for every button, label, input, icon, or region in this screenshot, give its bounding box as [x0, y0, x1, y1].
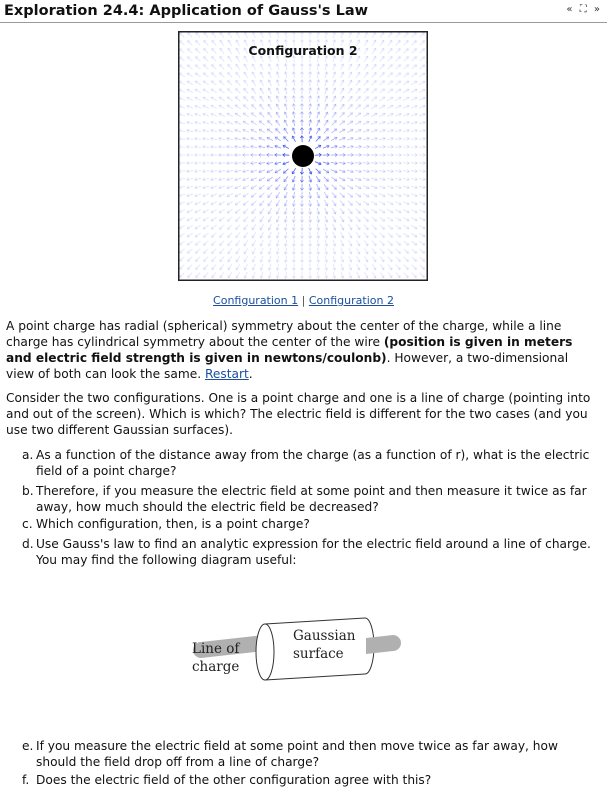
question-text: Use Gauss's law to find an analytic expression for the electric field around a line of charge. You may find the following diagram useful:: [36, 537, 591, 567]
nav-controls: [564, 4, 601, 15]
intro-period: .: [248, 367, 253, 381]
question-c: [22, 516, 594, 532]
configuration-label: Configuration 2: [248, 43, 358, 58]
question-text: Does the electric field of the other configuration agree with this?: [36, 773, 432, 787]
configuration-links: [0, 294, 607, 307]
question-d: [22, 536, 594, 568]
intro-paragraph: [6, 318, 598, 382]
next-icon[interactable]: »: [593, 4, 601, 15]
field-plot[interactable]: [178, 31, 428, 281]
cylinder-left-end: [256, 624, 274, 680]
question-label: b.: [22, 484, 34, 498]
line-of-charge-label-line2: charge: [192, 659, 240, 675]
gaussian-surface-diagram: [185, 612, 405, 684]
question-a: [22, 447, 594, 479]
intro-text-after: . However, a two-dimensional view of both can look the same.: [6, 351, 569, 381]
charge-marker[interactable]: [292, 145, 314, 167]
line-of-charge-wire-right: [366, 635, 401, 654]
question-f: [22, 772, 594, 788]
expand-icon[interactable]: ⛶: [579, 4, 588, 15]
intro-text: A point charge has radial (spherical) symmetry about the center of the charge, while a line charge has cylindrical symmetry about the center of the wire: [6, 319, 562, 349]
question-e: [22, 738, 594, 770]
gaussian-surface-label: [293, 627, 355, 663]
question-b: [22, 483, 594, 515]
question-text: As a function of the distance away from the charge (as a function of r), what is the electric field of a point charge?: [36, 448, 590, 478]
question-text: Which configuration, then, is a point charge?: [36, 517, 310, 531]
page-title: Exploration 24.4: Application of Gauss's Law: [4, 3, 369, 19]
gaussian-surface-label-line1: Gaussian: [293, 628, 356, 644]
question-label: c.: [22, 517, 33, 531]
line-of-charge-label-line1: Line of: [192, 641, 240, 657]
configuration-1-link[interactable]: Configuration 1: [213, 294, 299, 307]
question-text: Therefore, if you measure the electric field at some point and then measure it twice as far away, how much should the electric field be decreased?: [36, 484, 587, 514]
instructions-paragraph: Consider the two configurations. One is a point charge and one is a line of charge (pointing into and out of the screen). Which is which? The electric field is different for the two cases (and you use two different Gaussian surfaces).: [6, 391, 591, 437]
simulation-panel[interactable]: [178, 31, 428, 281]
intro-units-note: (position is given in meters and electric field strength is given in newtons/coulonb): [6, 335, 573, 365]
header-bar: [0, 0, 607, 23]
question-label: d.: [22, 537, 34, 551]
configuration-2-link[interactable]: Configuration 2: [308, 294, 394, 307]
previous-icon[interactable]: «: [566, 4, 574, 15]
line-of-charge-label: [192, 640, 239, 676]
question-label: a.: [22, 448, 34, 462]
question-label: f.: [22, 773, 30, 787]
link-separator: |: [301, 294, 306, 307]
restart-link[interactable]: Restart: [204, 367, 249, 381]
question-text: If you measure the electric field at some point and then move twice as far away, how should the field drop off from a line of charge?: [36, 739, 558, 769]
gaussian-surface-label-line2: surface: [293, 646, 344, 662]
question-label: e.: [22, 739, 34, 753]
